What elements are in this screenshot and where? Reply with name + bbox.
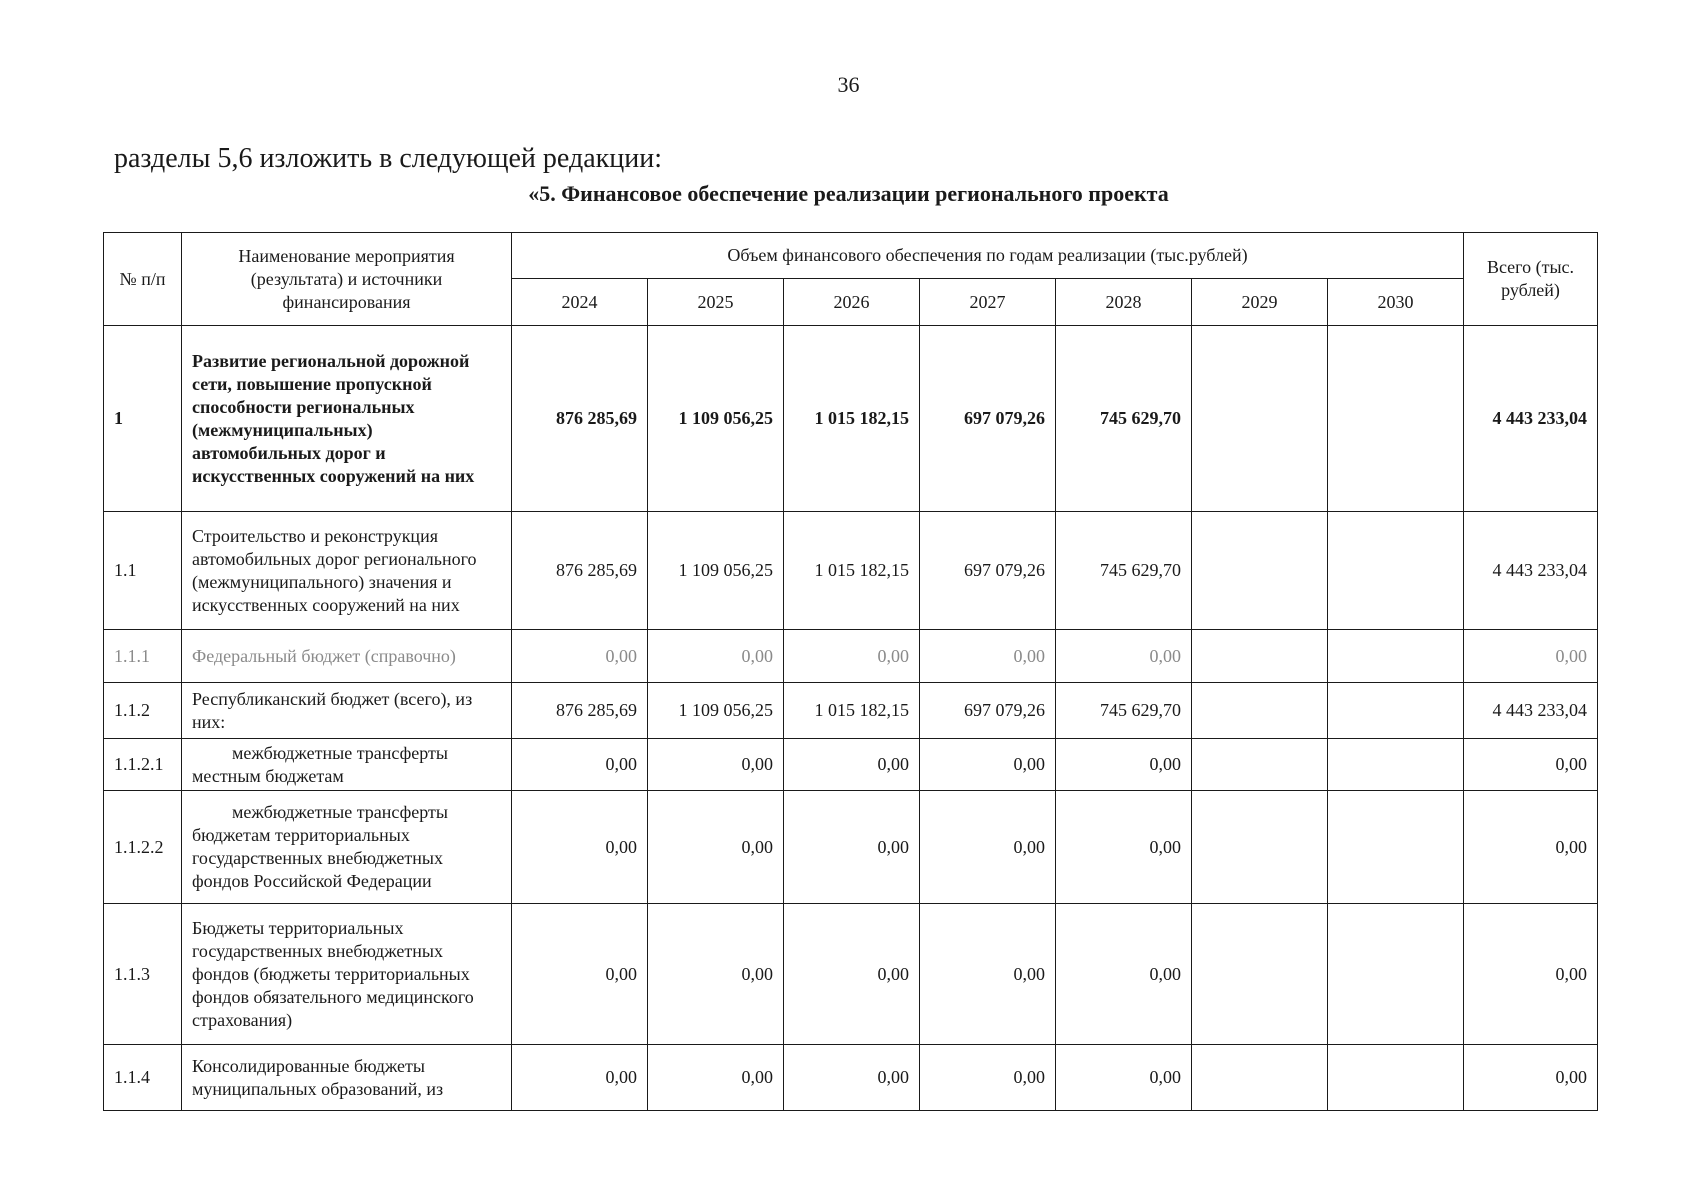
row-value-2030 [1328, 683, 1464, 739]
row-name: Республиканский бюджет (всего), из них: [182, 683, 512, 739]
row-index: 1.1.1 [104, 630, 182, 683]
row-value-2026: 1 015 182,15 [784, 683, 920, 739]
table-row [104, 904, 1598, 1045]
row-value-2030 [1328, 904, 1464, 1045]
financing-table [103, 232, 1598, 1111]
row-value-2028: 0,00 [1056, 791, 1192, 904]
table-row [104, 512, 1598, 630]
row-value-2025: 0,00 [648, 739, 784, 791]
row-value-2024: 876 285,69 [512, 683, 648, 739]
row-value-2026: 1 015 182,15 [784, 326, 920, 512]
row-name: Федеральный бюджет (справочно) [182, 630, 512, 683]
row-name: межбюджетные трансферты бюджетам территориальных государственных внебюджетных фондов Российской Федерации [182, 791, 512, 904]
row-value-2024: 876 285,69 [512, 512, 648, 630]
row-value-2027: 697 079,26 [920, 512, 1056, 630]
row-value-2025: 0,00 [648, 904, 784, 1045]
row-value-2026: 0,00 [784, 904, 920, 1045]
row-value-2029 [1192, 630, 1328, 683]
row-value-2024: 0,00 [512, 739, 648, 791]
table-row [104, 1045, 1598, 1111]
table-row [104, 739, 1598, 791]
row-name: Бюджеты территориальных государственных внебюджетных фондов (бюджеты территориальных фондов обязательного медицинского страхования) [182, 904, 512, 1045]
row-index: 1.1.4 [104, 1045, 182, 1111]
row-name: Строительство и реконструкция автомобильных дорог регионального (межмуниципального) значения и искусственных сооружений на них [182, 512, 512, 630]
row-value-2025: 1 109 056,25 [648, 326, 784, 512]
row-value-2030 [1328, 630, 1464, 683]
row-value-2027: 0,00 [920, 904, 1056, 1045]
header-year-2024: 2024 [512, 279, 648, 326]
table-row [104, 683, 1598, 739]
row-value-2028: 0,00 [1056, 904, 1192, 1045]
row-name: Развитие региональной дорожной сети, повышение пропускной способности региональных (межмуниципальных) автомобильных дорог и искусственных сооружений на них [182, 326, 512, 512]
row-value-2026: 0,00 [784, 739, 920, 791]
row-value-2024: 0,00 [512, 1045, 648, 1111]
row-value-2024: 0,00 [512, 904, 648, 1045]
row-index: 1.1 [104, 512, 182, 630]
row-value-2027: 697 079,26 [920, 326, 1056, 512]
row-total: 4 443 233,04 [1464, 512, 1598, 630]
row-value-2030 [1328, 739, 1464, 791]
header-year-2030: 2030 [1328, 279, 1464, 326]
row-total: 0,00 [1464, 1045, 1598, 1111]
row-value-2029 [1192, 512, 1328, 630]
row-value-2028: 745 629,70 [1056, 326, 1192, 512]
row-value-2026: 0,00 [784, 791, 920, 904]
row-name: межбюджетные трансферты местным бюджетам [182, 739, 512, 791]
row-value-2027: 0,00 [920, 739, 1056, 791]
header-name: Наименование мероприятия (результата) и источники финансирования [182, 233, 512, 326]
row-total: 0,00 [1464, 739, 1598, 791]
table-row [104, 791, 1598, 904]
row-total: 0,00 [1464, 791, 1598, 904]
header-year-2027: 2027 [920, 279, 1056, 326]
header-year-2025: 2025 [648, 279, 784, 326]
row-total: 0,00 [1464, 904, 1598, 1045]
header-year-2029: 2029 [1192, 279, 1328, 326]
row-value-2030 [1328, 512, 1464, 630]
row-value-2030 [1328, 326, 1464, 512]
row-value-2029 [1192, 904, 1328, 1045]
row-value-2025: 1 109 056,25 [648, 512, 784, 630]
row-value-2024: 0,00 [512, 630, 648, 683]
row-value-2027: 0,00 [920, 630, 1056, 683]
row-index: 1.1.2 [104, 683, 182, 739]
row-total: 4 443 233,04 [1464, 683, 1598, 739]
page-number: 36 [837, 72, 860, 97]
row-value-2025: 0,00 [648, 1045, 784, 1111]
row-value-2028: 0,00 [1056, 739, 1192, 791]
header-total: Всего (тыс. рублей) [1464, 233, 1598, 326]
row-value-2025: 0,00 [648, 630, 784, 683]
row-value-2029 [1192, 1045, 1328, 1111]
row-value-2028: 0,00 [1056, 630, 1192, 683]
row-total: 4 443 233,04 [1464, 326, 1598, 512]
row-value-2029 [1192, 326, 1328, 512]
row-value-2027: 0,00 [920, 791, 1056, 904]
header-index: № п/п [104, 233, 182, 326]
row-value-2030 [1328, 791, 1464, 904]
row-value-2024: 0,00 [512, 791, 648, 904]
row-value-2024: 876 285,69 [512, 326, 648, 512]
header-year-2028: 2028 [1056, 279, 1192, 326]
row-value-2027: 0,00 [920, 1045, 1056, 1111]
header-volume: Объем финансового обеспечения по годам реализации (тыс.рублей) [512, 233, 1464, 279]
row-index: 1.1.2.2 [104, 791, 182, 904]
row-value-2030 [1328, 1045, 1464, 1111]
row-value-2026: 0,00 [784, 630, 920, 683]
row-total: 0,00 [1464, 630, 1598, 683]
row-value-2029 [1192, 739, 1328, 791]
row-value-2027: 697 079,26 [920, 683, 1056, 739]
row-name: Консолидированные бюджеты муниципальных образований, из [182, 1045, 512, 1111]
row-index: 1.1.2.1 [104, 739, 182, 791]
row-value-2025: 1 109 056,25 [648, 683, 784, 739]
row-index: 1 [104, 326, 182, 512]
row-value-2028: 745 629,70 [1056, 683, 1192, 739]
row-value-2028: 0,00 [1056, 1045, 1192, 1111]
table-row [104, 326, 1598, 512]
row-value-2026: 1 015 182,15 [784, 512, 920, 630]
row-value-2029 [1192, 791, 1328, 904]
intro-text: разделы 5,6 изложить в следующей редакции: [114, 143, 662, 174]
header-year-2026: 2026 [784, 279, 920, 326]
row-value-2026: 0,00 [784, 1045, 920, 1111]
row-value-2029 [1192, 683, 1328, 739]
row-index: 1.1.3 [104, 904, 182, 1045]
row-value-2025: 0,00 [648, 791, 784, 904]
row-value-2028: 745 629,70 [1056, 512, 1192, 630]
section-title: «5. Финансовое обеспечение реализации регионального проекта [528, 181, 1169, 206]
table-row [104, 630, 1598, 683]
